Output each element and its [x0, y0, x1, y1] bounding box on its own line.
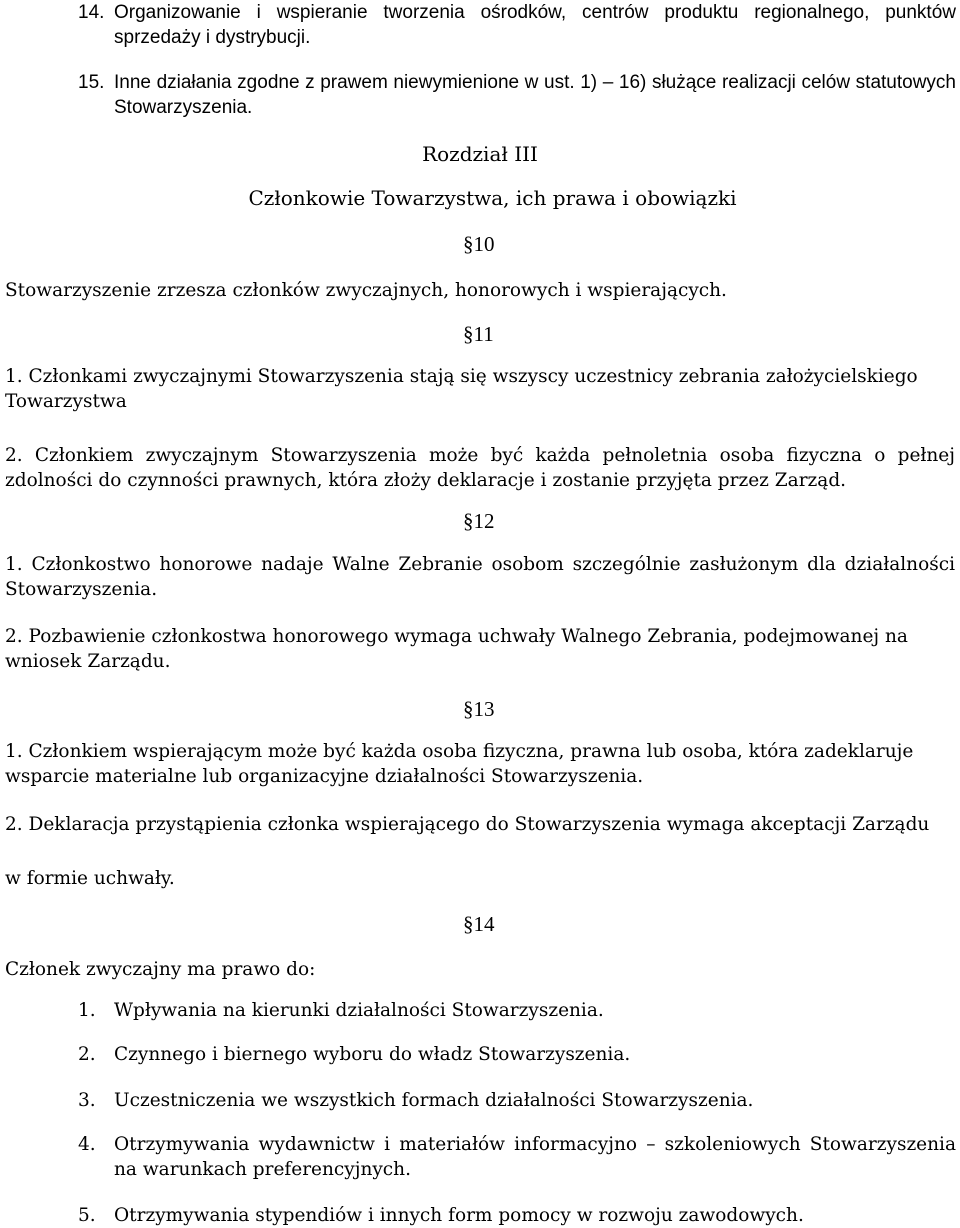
chapter-subtitle: Członkowie Towarzystwa, ich prawa i obowiązki — [248, 186, 737, 210]
list-item-number: 4. — [78, 1134, 96, 1155]
list-item-text: Otrzymywania wydawnictw i materiałów informacyjno – szkoleniowych Stowarzyszenia na warunkach preferencyjnych. — [114, 1134, 956, 1180]
section-mark-14: §14 — [463, 912, 495, 936]
list-item-text: Czynnego i biernego wyboru do władz Stowarzyszenia. — [114, 1044, 631, 1065]
section-13-paragraph-1: 1. Członkiem wspierającym może być każda osoba fizyczna, prawna lub osoba, która zadeklaruje wsparcie materialne lub organizacyjne działalności Stowarzyszenia. — [5, 741, 914, 787]
section-mark-11: §11 — [463, 322, 494, 346]
list-item-number: 3. — [78, 1090, 96, 1111]
list-item-14 — [78, 0, 956, 50]
list-item-text: Otrzymywania stypendiów i innych form pomocy w rozwoju zawodowych. — [114, 1205, 804, 1226]
rights-list-item-4 — [78, 1132, 956, 1182]
list-item-text: Uczestniczenia we wszystkich formach działalności Stowarzyszenia. — [114, 1090, 754, 1111]
list-item-text: Inne działania zgodne z prawem niewymienione w ust. 1) – 16) służące realizacji celów statutowych Stowarzyszenia. — [114, 72, 956, 118]
section-12-paragraph-2: 2. Pozbawienie członkostwa honorowego wymaga uchwały Walnego Zebrania, podejmowanej na wniosek Zarządu. — [5, 626, 908, 672]
section-12-paragraph-1: 1. Członkostwo honorowe nadaje Walne Zebranie osobom szczególnie zasłużonym dla działalności Stowarzyszenia. — [5, 554, 955, 600]
rights-list-item-5 — [78, 1203, 956, 1228]
section-11-paragraph-2: 2. Członkiem zwyczajnym Stowarzyszenia może być każda pełnoletnia osoba fizyczna o pełnej zdolności do czynności prawnych, która złoży deklaracje i zostanie przyjęta przez Zarząd. — [5, 445, 955, 491]
list-item-number: 2. — [78, 1044, 96, 1065]
section-mark-12: §12 — [463, 509, 495, 533]
rights-list-item-1 — [78, 998, 956, 1023]
section-11-paragraph-1: 1. Członkami zwyczajnymi Stowarzyszenia stają się wszyscy uczestnicy zebrania założycielskiego Towarzystwa — [5, 366, 918, 412]
rights-list-item-3 — [78, 1088, 956, 1113]
list-item-number: 5. — [78, 1205, 96, 1226]
chapter-title: Rozdział III — [422, 142, 538, 166]
list-item-15 — [78, 70, 956, 120]
list-item-number: 1. — [78, 1000, 96, 1021]
section-13-paragraph-2-continued: w formie uchwały. — [5, 868, 175, 889]
section-mark-10: §10 — [463, 232, 495, 256]
section-10-text: Stowarzyszenie zrzesza członków zwyczajnych, honorowych i wspierających. — [5, 280, 727, 301]
rights-list-item-2 — [78, 1042, 956, 1067]
section-mark-13: §13 — [463, 697, 495, 721]
list-item-number: 15. — [78, 72, 105, 93]
section-13-paragraph-2: 2. Deklaracja przystąpienia członka wspierającego do Stowarzyszenia wymaga akceptacji Zarządu — [5, 814, 930, 835]
section-14-intro: Członek zwyczajny ma prawo do: — [5, 959, 316, 980]
list-item-text: Wpływania na kierunki działalności Stowarzyszenia. — [114, 1000, 604, 1021]
list-item-number: 14. — [78, 2, 105, 23]
list-item-text: Organizowanie i wspieranie tworzenia ośrodków, centrów produktu regionalnego, punktów sprzedaży i dystrybucji. — [114, 2, 956, 48]
